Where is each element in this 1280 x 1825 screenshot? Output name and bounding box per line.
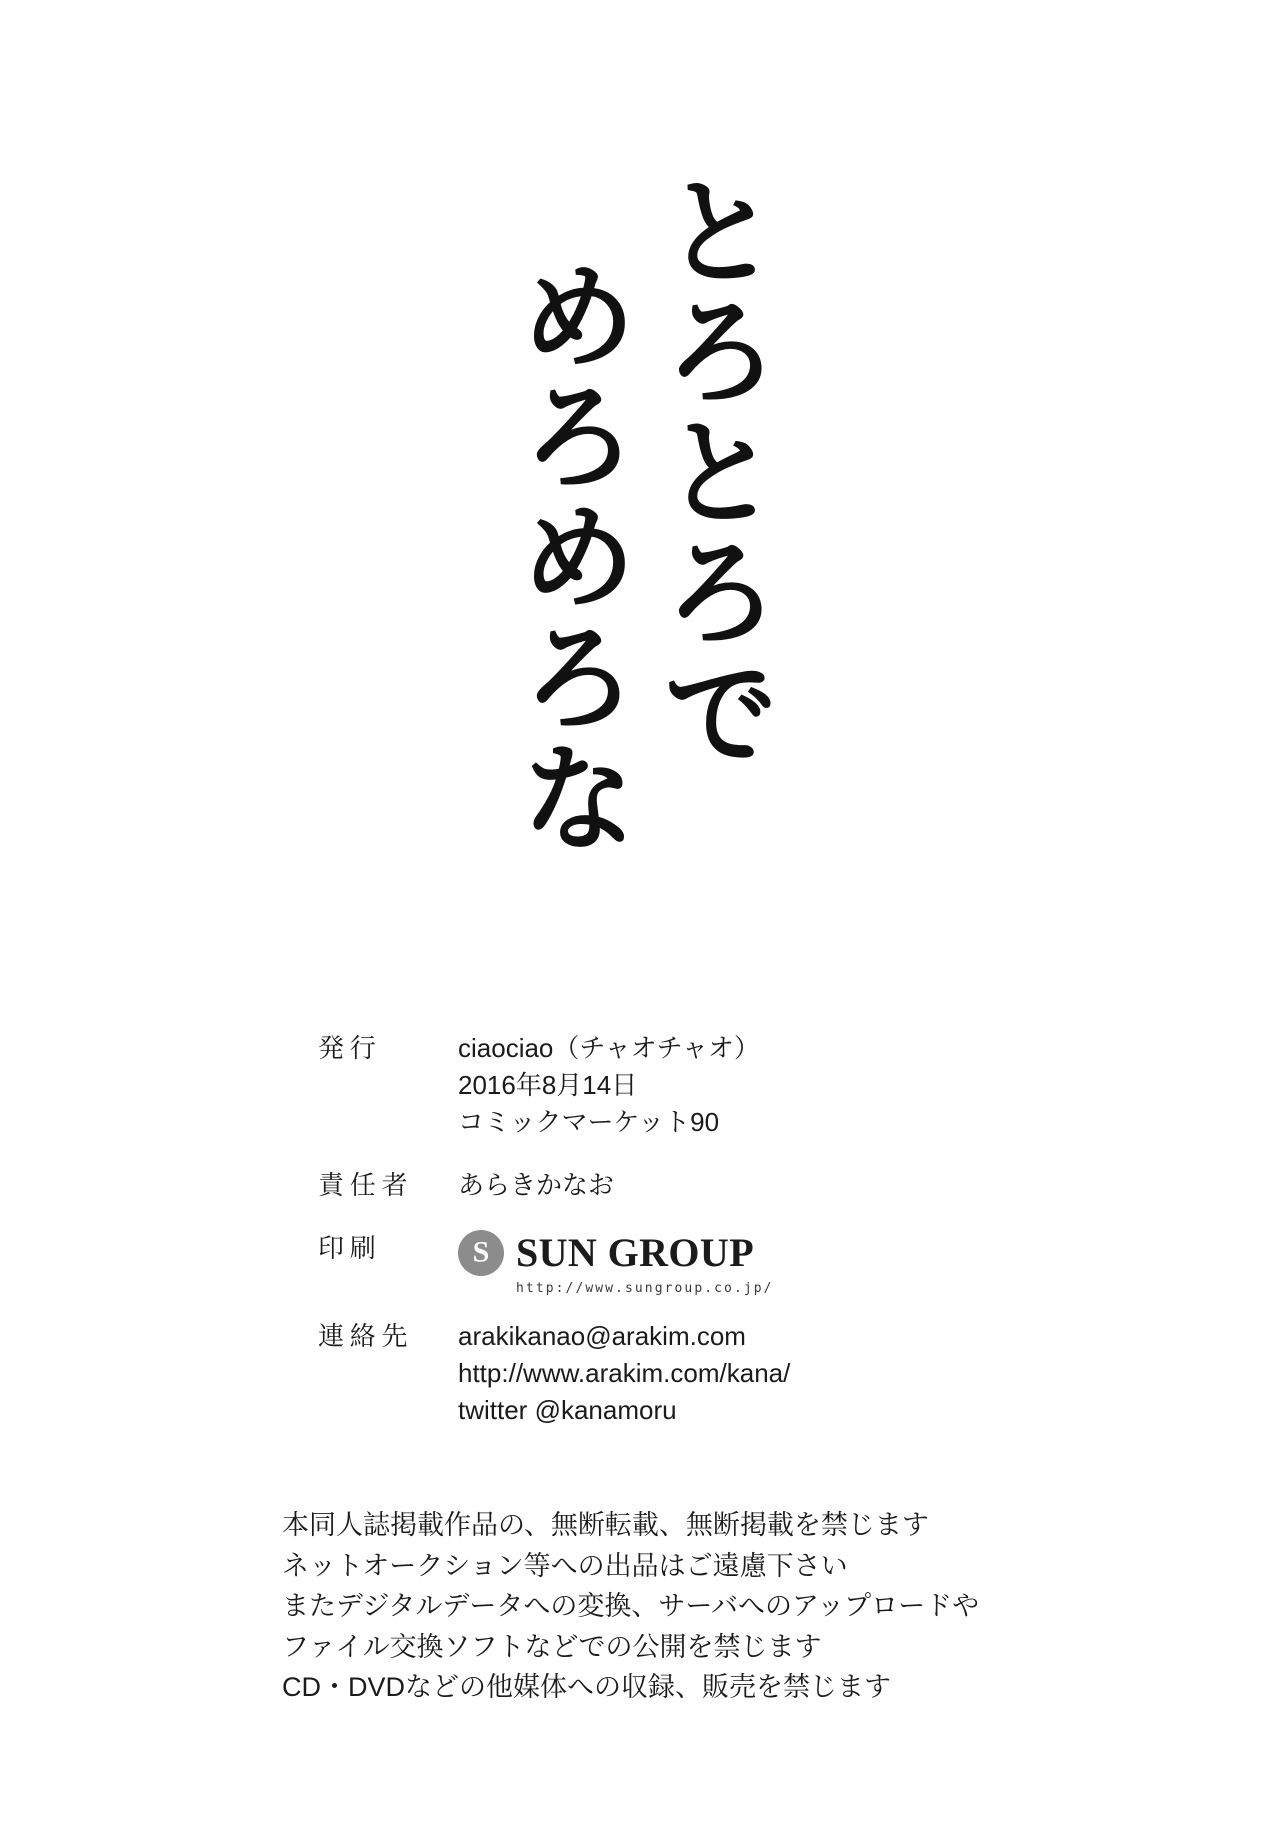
- contact-email[interactable]: arakikanao@arakim.com: [458, 1321, 746, 1352]
- colophon-label-contact: 連絡先: [318, 1321, 414, 1352]
- notice-line-5: CD・DVDなどの他媒体への収録、販売を禁じます: [282, 1672, 892, 1702]
- page-title: [0, 170, 1280, 857]
- copyright-notice: [282, 1505, 1082, 1708]
- printer-logo: [458, 1230, 1078, 1276]
- printer-name: SUN GROUP: [516, 1229, 755, 1275]
- responsible-name: あらきかなお: [458, 1169, 615, 1200]
- colophon-value-printer: [430, 1230, 1078, 1298]
- colophon-label-printer: 印刷: [318, 1232, 382, 1263]
- notice-line-4: ファイル交換ソフトなどでの公開を禁じます: [282, 1631, 822, 1662]
- contact-twitter[interactable]: twitter @kanamoru: [458, 1394, 677, 1425]
- publish-date: 2016年8月14日: [458, 1069, 638, 1100]
- notice-line-3: またデジタルデータへの変換、サーバへのアップロードや: [282, 1591, 980, 1621]
- colophon-row-publisher: [318, 1030, 1078, 1141]
- contact-website[interactable]: http://www.arakim.com/kana/: [458, 1357, 791, 1388]
- colophon-row-printer: [318, 1230, 1078, 1298]
- printer-url: http://www.sungroup.co.jp/: [516, 1280, 774, 1296]
- colophon-value-responsible: [430, 1167, 1078, 1204]
- colophon-row-responsible: [318, 1167, 1078, 1204]
- notice-line-1: 本同人誌掲載作品の、無断転載、無断掲載を禁じます: [282, 1510, 929, 1540]
- publisher-name: ciaociao（チャオチャオ）: [458, 1033, 760, 1063]
- sun-group-s-mark-icon: [458, 1230, 504, 1276]
- colophon-row-contact: [318, 1318, 1078, 1429]
- colophon-label-responsible: 責任者: [318, 1169, 414, 1200]
- event-name: コミックマーケット90: [458, 1106, 720, 1137]
- colophon-label-publisher: 発行: [318, 1033, 382, 1063]
- colophon-value-publisher: [430, 1030, 1078, 1141]
- colophon: [318, 1030, 1078, 1455]
- colophon-value-contact: [430, 1318, 1078, 1429]
- notice-line-2: ネットオークション等への出品はご遠慮下さい: [282, 1550, 848, 1581]
- title-column-right: とろとろで: [642, 170, 781, 772]
- title-column-left: めろめろな: [500, 255, 638, 857]
